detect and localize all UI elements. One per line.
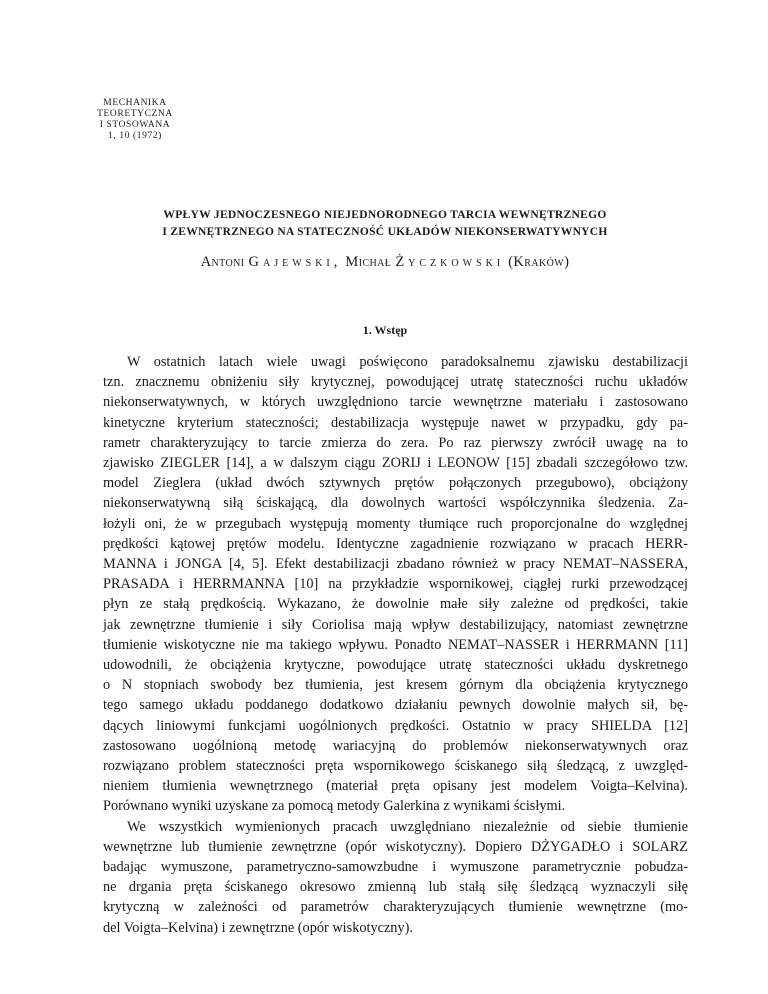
text-line: zjawisko ZIEGLER [14], a w dalszym ciągu ZORIJ i LEONOW [15] zbadali szczegółowo tzw.	[103, 455, 688, 472]
text-line: kinetyczne kryterium stateczności; destabilizacja występuje nawet w przypadku, gdy pa-	[103, 414, 688, 431]
text-line: rozwiązano problem stateczności pręta wspornikowego ściskanego siłą śledzącą, z uwzględ-	[103, 758, 688, 775]
text-line: del Voigta–Kelvina) i zewnętrzne (opór wiskotyczny).	[103, 919, 413, 936]
text-line: PRASADA i HERRMANNA [10] na przykładzie wspornikowej, ciągłej rurki przewodzącej	[103, 576, 688, 593]
title-line-2: I ZEWNĘTRZNEGO NA STATECZNOŚĆ UKŁADÓW NIEKONSERWATYWNYCH	[162, 226, 608, 238]
authors	[90, 254, 680, 271]
body-text	[103, 352, 688, 938]
section-heading: 1. Wstęp	[362, 323, 408, 337]
text-line: jak zewnętrzne tłumienie i siły Coriolisa mają wpływ destabilizujący, natomiast zewnętrzne	[103, 616, 688, 633]
author1-last: Gajewski,	[248, 254, 342, 270]
text-line: nieniem tłumienia wewnętrznego (materiał pręta opisany jest modelem Voigta–Kelvina).	[103, 778, 688, 795]
text-line: ne drgania pręta ściskanego okresowo zmienną lub stałą siłę śledzącą wyznaczyli siłę	[103, 879, 688, 896]
author2-first: Michał	[345, 254, 392, 270]
text-line: tzn. znacznemu obniżeniu siły krytycznej, powodującej utratę stateczności ruchu układów	[103, 374, 688, 391]
journal-name-line3: I STOSOWANA	[99, 120, 171, 130]
text-line: prędkości kątowej prętów modelu. Identyczne zagadnienie rozwiązano w pracach HERR-	[103, 535, 688, 552]
journal-volume: 1, 10 (1972)	[108, 131, 162, 141]
journal-info	[88, 98, 182, 142]
text-line: W ostatnich latach wiele uwagi poświęcono paradoksalnemu zjawisku destabilizacji	[127, 354, 688, 370]
text-line: wewnętrzne lub tłumienie zewnętrzne (opór wiskotyczny). Dopiero DŻYGADŁO i SOLARZ	[103, 838, 688, 855]
text-line: niekonserwatywną siłą ściskającą, dla dowolnych wartości współczynnika śledzenia. Za-	[103, 495, 688, 512]
text-line: udowodnili, że obciążenia krytyczne, powodujące utratę stateczności układu dyskretnego	[103, 657, 688, 674]
text-line: MANNA i JONGA [4, 5]. Efekt destabilizacji zbadano również w pracy NEMAT–NASSERA,	[103, 556, 688, 573]
journal-name-line1: MECHANIKA	[103, 98, 167, 108]
author1-first: Antoni	[200, 254, 245, 270]
text-line: zastosowano uogólnioną metodę wariacyjną do problemów niekonserwatywnych oraz	[103, 737, 688, 754]
text-line: niekonserwatywnych, w których uwzględniono tarcie wewnętrzne materiału i zastosowano	[103, 394, 688, 411]
text-line: łożyli oni, że w przegubach występują momenty tłumiące ruch proporcjonalne do względnej	[103, 515, 688, 532]
author2-last: Życzkowski	[395, 254, 505, 270]
affiliation: (Kraków)	[508, 254, 570, 270]
text-line: model Zieglera (układ dwóch sztywnych prętów połączonych przegubowo), obciążony	[103, 475, 688, 492]
text-line: dących liniowymi funkcjami uogólnionych prędkości. Ostatnio w pracy SHIELDA [12]	[103, 717, 688, 734]
text-line: Porównano wyniki uzyskane za pomocą metody Galerkina z wynikami ścisłymi.	[103, 798, 566, 815]
text-line: We wszystkich wymienionych pracach uwzględniano niezależnie od siebie tłumienie	[127, 818, 688, 835]
paragraph-2	[103, 817, 688, 938]
title-line-1: WPŁYW JEDNOCZESNEGO NIEJEDNORODNEGO TARCIA WEWNĘTRZNEGO	[163, 209, 607, 221]
text-line: rametr charakteryzujący to tarcie zmierza do zera. Po raz pierwszy zwrócił uwagę na to	[103, 434, 688, 451]
text-line: tłumienie wiskotyczne nie ma takiego wpływu. Ponadto NEMAT–NASSER i HERRMANN [11]	[103, 636, 688, 653]
paragraph-1	[103, 352, 688, 817]
text-line: tego samego układu poddanego dodatkowo działaniu pewnych dowolnie małych sił, bę-	[103, 697, 688, 714]
text-line: o N stopniach swobody bez tłumienia, jest kresem górnym dla obciążenia krytycznego	[103, 677, 688, 694]
journal-name-line2: TEORETYCZNA	[97, 109, 173, 119]
text-line: badając wymuszone, parametryczno-samowzbudne i wymuszone parametrycznie pobudza-	[103, 859, 688, 876]
text-line: płyn ze stałą prędkością. Wykazano, że dowolnie małe siły zależne od prędkości, takie	[103, 596, 688, 613]
paper-title	[90, 207, 680, 241]
text-line: krytyczną w zależności od parametrów charakteryzujących tłumienie wewnętrzne (mo-	[103, 899, 688, 916]
